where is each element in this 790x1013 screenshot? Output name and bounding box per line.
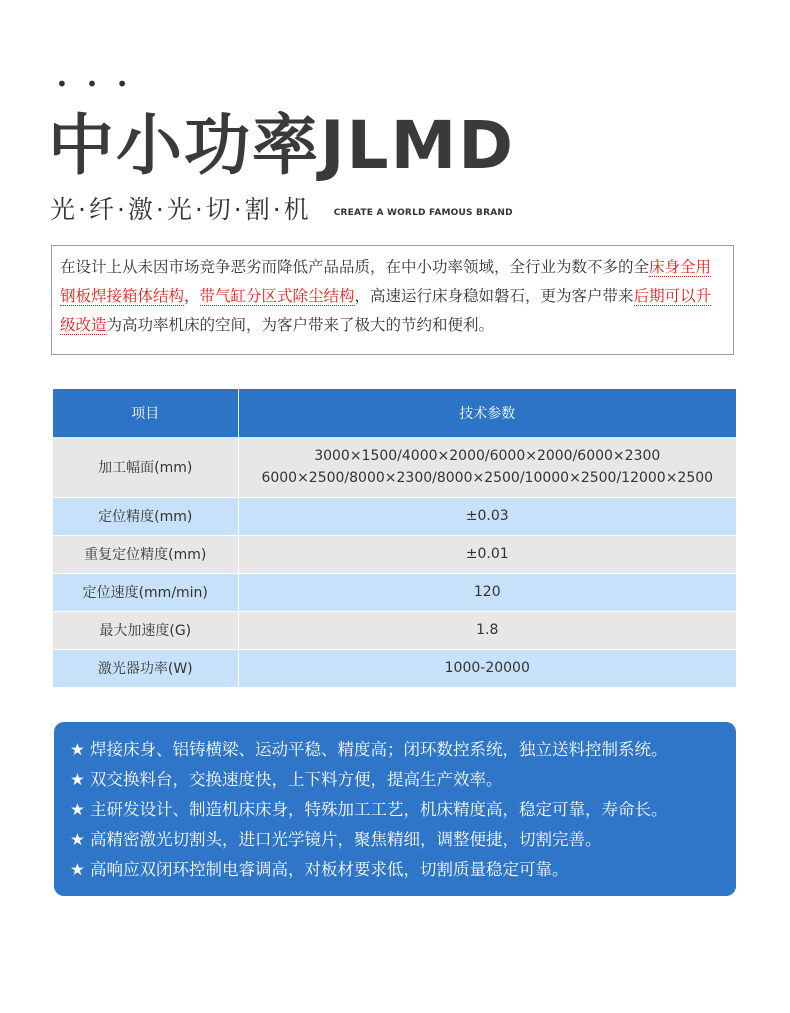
- feature-item: [70, 855, 736, 885]
- spec-row: [53, 535, 736, 573]
- intro-highlight: 带气缸分区式除尘结构: [199, 287, 355, 305]
- feature-text: 主研发设计、制造机床床身，特殊加工工艺，机床精度高，稳定可靠，寿命长。: [90, 800, 668, 819]
- feature-item: [70, 825, 736, 855]
- spec-label: 定位精度(mm): [53, 497, 238, 535]
- intro-text: 在设计上从未因市场竞争恶劣而降低产品品质，在中小功率领域，全行业为数不多的全: [60, 258, 650, 276]
- spec-value: 1.8: [238, 611, 736, 649]
- spec-row: [53, 437, 736, 497]
- star-icon: ★: [70, 860, 85, 879]
- feature-text: 高响应双闭环控制电睿调高，对板材要求低，切割质量稳定可靠。: [90, 860, 569, 879]
- spec-value: ±0.01: [238, 535, 736, 573]
- spec-label: 最大加速度(G): [53, 611, 238, 649]
- star-icon: ★: [70, 800, 85, 819]
- spec-label: 重复定位精度(mm): [53, 535, 238, 573]
- intro-highlight: 床身全用钢板焊接箱体结构: [60, 258, 712, 305]
- intro-highlight: 后期可以升级改造: [60, 287, 712, 334]
- decorative-dots: • • •: [56, 72, 135, 96]
- spec-header-item: 项目: [53, 389, 238, 437]
- subtitle-row: [50, 190, 513, 226]
- feature-text: 高精密激光切割头，进口光学镜片，聚焦精细，调整便捷，切割完善。: [90, 830, 602, 849]
- page-subtitle: 光·纤·激·光·切·割·机: [50, 195, 312, 224]
- spec-label: 定位速度(mm/min): [53, 573, 238, 611]
- intro-text: 为高功率机床的空间，为客户带来了极大的节约和便利。: [106, 316, 495, 334]
- spec-header-params: 技术参数: [238, 389, 736, 437]
- brand-slogan: CREATE A WORLD FAMOUS BRAND: [333, 208, 513, 218]
- feature-text: 焊接床身、铝铸横梁、运动平稳、精度高；闭环数控系统，独立送料控制系统。: [90, 740, 668, 759]
- page-title: 中小功率JLMD: [48, 107, 516, 184]
- spec-label: 激光器功率(W): [53, 649, 238, 687]
- feature-item: [70, 795, 736, 825]
- feature-item: [70, 765, 736, 795]
- feature-item: [70, 735, 736, 765]
- spec-row: [53, 649, 736, 687]
- spec-table-header: [53, 389, 736, 437]
- intro-text: ，高速运行床身稳如磐石，更为客户带来: [354, 287, 634, 305]
- spec-value: 1000-20000: [238, 649, 736, 687]
- features-panel: [54, 722, 736, 896]
- feature-text: 双交换料台，交换速度快，上下料方便，提高生产效率。: [90, 770, 503, 789]
- star-icon: ★: [70, 830, 85, 849]
- spec-value: ±0.03: [238, 497, 736, 535]
- feature-list: [70, 735, 736, 885]
- spec-value: 3000×1500/4000×2000/6000×2000/6000×2300 6000×2500/8000×2300/8000×2500/10000×2500/12000×2500: [238, 437, 736, 497]
- spec-value: 120: [238, 573, 736, 611]
- spec-table: [53, 389, 736, 688]
- star-icon: ★: [70, 770, 85, 789]
- spec-row: [53, 497, 736, 535]
- star-icon: ★: [70, 740, 85, 759]
- spec-row: [53, 611, 736, 649]
- intro-paragraph: [51, 245, 734, 355]
- spec-row: [53, 573, 736, 611]
- intro-text: ，: [184, 287, 200, 305]
- spec-label: 加工幅面(mm): [53, 437, 238, 497]
